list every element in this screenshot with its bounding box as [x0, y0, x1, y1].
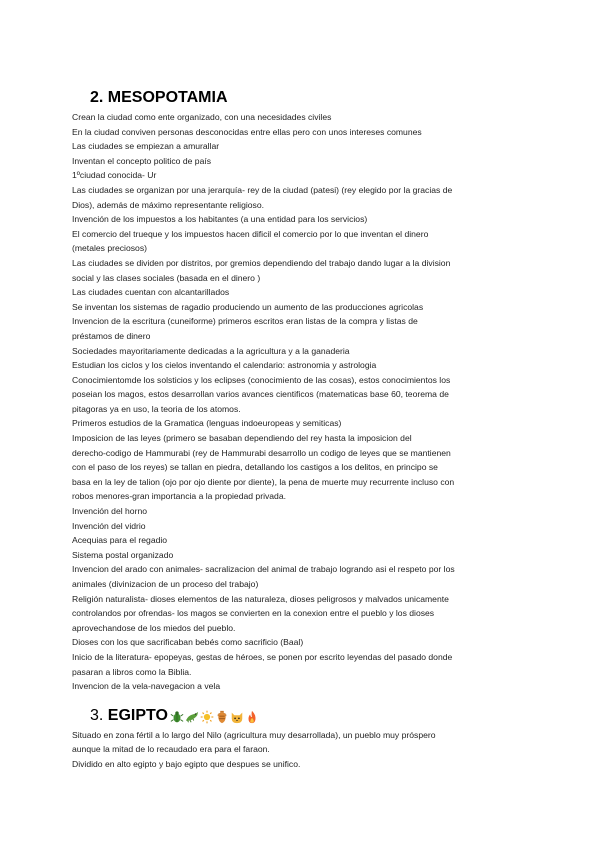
text-line: derecho-codigo de Hammurabi (rey de Hammurabi desarrollo un codigo de leyes que se mantienen	[72, 447, 451, 458]
text-line: Dios), además de máximo representante religioso.	[72, 199, 265, 210]
text-line: Invencion de la vela-navegacion a vela	[72, 681, 221, 692]
text-line: Inicio de la literatura- epopeyas, gestas de héroes, se ponen por escrito leyendas del pasado donde	[72, 651, 453, 662]
section-body-egipto	[72, 728, 532, 772]
section-heading: MESOPOTAMIA	[107, 89, 228, 106]
cat-icon	[230, 710, 244, 724]
text-line: pasaran a libros como la Biblia.	[72, 666, 192, 677]
text-line: Primeros estudios de la Gramatica (lenguas indoeuropeas y semiticas)	[72, 418, 342, 429]
text-line: Crean la ciudad como ente organizado, con una necesidades civiles	[72, 112, 332, 122]
text-line: basa en la ley de talion (ojo por ojo diente por diente), la pena de muerte muy recurrente incluso con	[72, 476, 455, 487]
document-page	[72, 88, 532, 772]
text-line: Conocimientomde los solsticios y los eclipses (conocimiento de las cosas), estos conocimientos los	[72, 374, 451, 385]
amphora-icon	[215, 710, 229, 724]
text-line: aprovechandose de los miedos del pueblo.	[72, 622, 236, 633]
text-line: Las ciudades cuentan con alcantarillados	[72, 287, 230, 298]
text-line: Dividido en alto egipto y bajo egipto que despues se unifico.	[72, 758, 301, 769]
text-line: Invencion de la escritura (cuneiforme) primeros escritos eran listas de la compra y listas de	[72, 316, 418, 327]
fire-icon	[245, 710, 259, 724]
text-line: poseian los magos, estos desarrollan varios avances cientificos (matematicas base 60, teorema de	[72, 389, 449, 400]
text-line: robos menores-gran importancia a la propiedad privada.	[72, 491, 287, 502]
text-line: Inventan el concepto politico de país	[72, 155, 212, 166]
text-line: 1ºciudad conocida- Ur	[72, 170, 157, 181]
text-line: Las ciudades se empiezan a amurallar	[72, 141, 220, 152]
text-line: Las ciudades se dividen por distritos, por gremios dependiendo del trabajo dando lugar a la division	[72, 257, 451, 268]
text-line: con el paso de los reyes) se tallan en piedra, detallando los castigos a los delitos, en principo se	[72, 462, 438, 473]
text-line: Imposicion de las leyes (primero se basaban dependiendo del rey hasta la imposicion del	[72, 433, 412, 444]
text-line: Sociedades mayoritariamente dedicadas a la agricultura y a la ganaderia	[72, 345, 350, 356]
section-number: 2.	[90, 89, 104, 106]
text-line: controlandos por ofrendas- los magos se convierten en la conexion entre el pueblo y los dioses	[72, 608, 435, 619]
section-number: 3.	[90, 706, 104, 724]
section-title-egipto	[90, 706, 532, 726]
text-line: Dioses con los que sacrificaban bebés como sacrificio (Baal)	[72, 637, 304, 648]
text-line: animales (divinizacion de un proceso del trabajo)	[72, 579, 259, 589]
text-line: Invención del horno	[72, 506, 148, 517]
text-line: social y las clases sociales (basada en el dinero )	[72, 272, 261, 283]
emoji-row	[170, 708, 260, 724]
sun-icon	[200, 710, 214, 724]
text-line: Sistema postal organizado	[72, 549, 174, 560]
text-line: Las ciudades se organizan por una jerarquía- rey de la ciudad (patesi) (rey elegido por la gracias de	[72, 184, 453, 195]
scarab-icon	[170, 710, 184, 724]
text-line: Estudian los ciclos y los cielos inventando el calendario: astronomia y astrologia	[72, 360, 377, 371]
text-line: Invención de los impuestos a los habitantes (a una entidad para los servicios)	[72, 214, 368, 225]
text-line: préstamos de dinero	[72, 330, 151, 341]
text-line: (metales preciosos)	[72, 243, 147, 254]
section-title-mesopotamia	[90, 88, 532, 108]
text-line: Religión naturalista- dioses elementos de las naturaleza, dioses peligrosos y malvados unicamente	[72, 593, 449, 604]
crocodile-icon	[185, 710, 199, 724]
text-line: El comercio del trueque y los impuestos hacen dificil el comercio por lo que inventan el dinero	[72, 228, 429, 239]
text-line: Invencion del arado con animales- sacralizacion del animal de trabajo logrando asi el respeto por los	[72, 564, 455, 575]
text-line: Situado en zona fértil a lo largo del Nilo (agricultura muy desarrollada), un pueblo muy próspero	[72, 729, 436, 740]
text-line: Invención del vidrio	[72, 520, 146, 531]
text-line: aunque la mitad de lo recaudado era para el faraon.	[72, 744, 270, 755]
text-line: pitagoras ya en uso, la teoria de los atomos.	[72, 403, 241, 414]
text-line: Acequias para el regadio	[72, 535, 168, 546]
section-body-mesopotamia	[72, 110, 532, 694]
text-line: Se inventan los sistemas de ragadio produciendo un aumento de las producciones agricolas	[72, 301, 424, 312]
section-heading: EGIPTO	[107, 706, 168, 724]
text-line: En la ciudad conviven personas desconocidas entre ellas pero con unos intereses comunes	[72, 126, 422, 137]
